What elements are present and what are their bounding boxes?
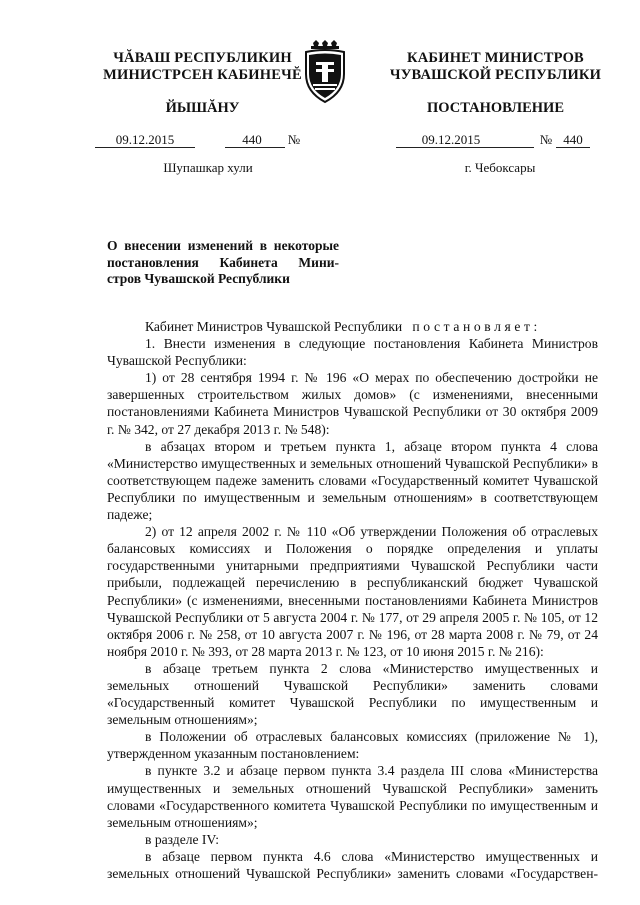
body-paragraph: в абзаце первом пункта 4.6 слова «Министерство имущественных и земельных отношений Чувашской Республики» заменить словами «Государствен- bbox=[107, 848, 598, 881]
org-name-chuvash bbox=[95, 50, 310, 84]
doc-number-line-chuvash bbox=[95, 132, 315, 148]
subject-line-1: О внесении изменений в некоторые bbox=[107, 238, 339, 253]
body-paragraph: в абзаце третьем пункта 2 слова «Министерство имущественных и земельных отношений Чувашской Республики» заменить словами «Государственный комитет Чувашской Республики по имущественным и земельным отношениям»; bbox=[107, 660, 598, 728]
document-body bbox=[107, 318, 598, 882]
body-paragraph: 1) от 28 сентября 1994 г. № 196 «О мерах по обеспечению достройки не завершенных строительством жилых домов» (с изменениями, внесенными постановлениями Кабинета Министров Чувашской Республики от 30 октября 2009 г. № 342, от 27 декабря 2013 г. № 548): bbox=[107, 370, 598, 437]
body-paragraph: в пункте 3.2 и абзаце первом пункта 3.4 раздела III слова «Министерства имущественных и земельных отношений Чувашской Республики» заменить словами «Государственного комитета Чувашской Республики по имущественным и земельным отношениям»; bbox=[107, 763, 598, 830]
body-paragraph: в разделе IV: bbox=[145, 831, 220, 847]
doctype-russian: ПОСТАНОВЛЕНИЕ bbox=[426, 100, 564, 116]
doc-number-chuvash: 440 bbox=[242, 132, 262, 147]
org-name-chuvash-line-1: ЧĂВАШ РЕСПУБЛИКИН bbox=[113, 50, 292, 66]
doc-date-russian: 09.12.2015 bbox=[421, 132, 481, 147]
doc-number-line-russian bbox=[396, 132, 596, 148]
preamble bbox=[107, 318, 598, 335]
coat-of-arms-icon bbox=[300, 40, 350, 104]
doctype-chuvash: ЙЫШĂНУ bbox=[165, 100, 240, 116]
place-russian: г. Чебоксары bbox=[464, 160, 536, 175]
body-paragraph: 2) от 12 апреля 2002 г. № 110 «Об утверждении Положения об отраслевых балансовых комиссиях и Положения о порядке определения и уплаты государственными унитарными предприятиями Чувашской Республики части прибыли, подлежащей перечислению в республиканский бюджет Чувашской Республики» (с изменениями, внесенными постановлениями Кабинета Министров Чувашской Республики от 5 августа 2004 г. № 177, от 29 апреля 2005 г. № 105, от 12 октября 2006 г. № 258, от 10 августа 2007 г. № 196, от 28 марта 2008 г. № 79, от 24 ноября 2010 г. № 393, от 28 марта 2013 г. № 123, от 10 июня 2015 г. № 216): bbox=[107, 524, 598, 659]
preamble-lead: Кабинет Министров Чувашской Республики bbox=[145, 319, 403, 334]
place-chuvash: Шупашкар хули bbox=[163, 160, 253, 175]
preamble-verb: постановляет: bbox=[412, 319, 541, 334]
org-name-chuvash-line-2: МИНИСТРСЕН КАБИНЕЧĔ bbox=[103, 67, 302, 83]
doc-number-russian: 440 bbox=[563, 132, 583, 147]
document-subject bbox=[107, 238, 339, 288]
body-paragraph: в абзацах втором и третьем пункта 1, абзаце втором пункта 4 слова «Министерство имущественных и земельных отношений Чувашской Республики» в соответствующем падеже заменить словами «Государственный комитет Чувашской Республики по имущественным и земельным отношениям» в соответствующем падеже; bbox=[107, 438, 598, 523]
body-paragraph: в Положении об отраслевых балансовых комиссиях (приложение № 1), утвержденном указанным постановлением: bbox=[107, 729, 598, 762]
subject-line-2: постановления Кабинета Мини- bbox=[107, 254, 339, 270]
doc-date-chuvash: 09.12.2015 bbox=[115, 132, 175, 147]
number-sign-chuvash: № bbox=[287, 132, 301, 147]
body-paragraph: 1. Внести изменения в следующие постановления Кабинета Министров Чувашской Республики: bbox=[107, 336, 598, 369]
org-name-russian-line-2: ЧУВАШСКОЙ РЕСПУБЛИКИ bbox=[389, 67, 602, 83]
org-name-russian-line-1: КАБИНЕТ МИНИСТРОВ bbox=[407, 50, 584, 66]
org-name-russian bbox=[388, 50, 603, 84]
subject-line-3: стров Чувашской Республики bbox=[107, 271, 290, 286]
number-sign-russian: № bbox=[539, 132, 553, 147]
